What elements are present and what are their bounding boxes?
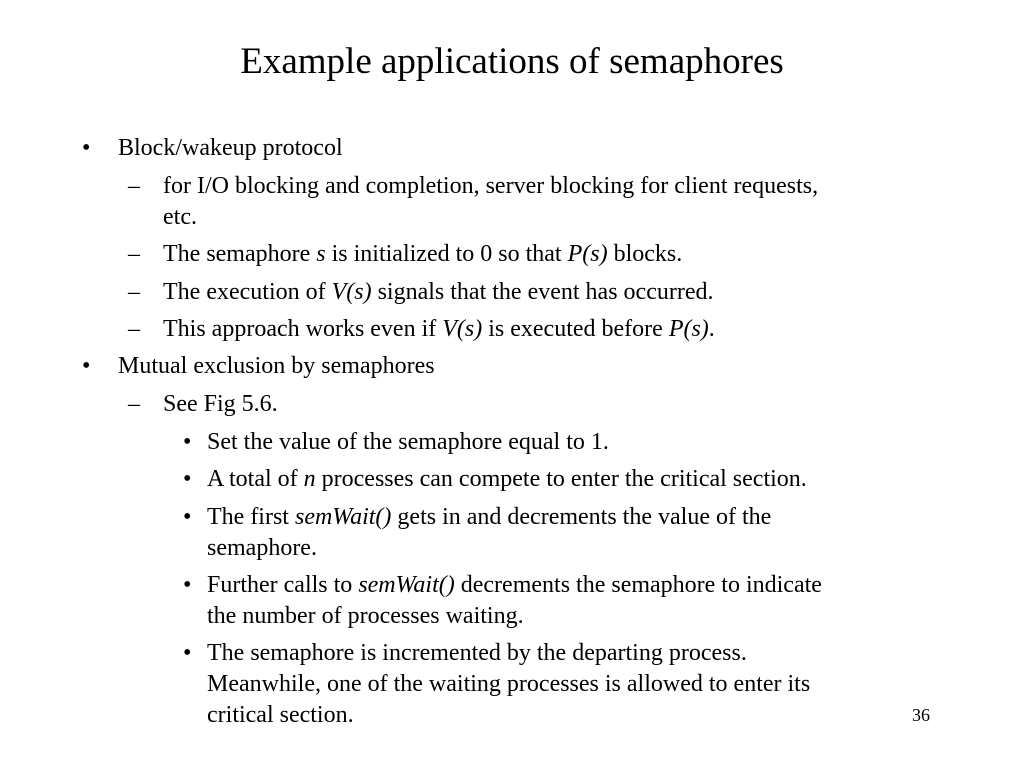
point-text-cont: semaphore. bbox=[207, 535, 317, 561]
slide-title: Example applications of semaphores bbox=[240, 41, 784, 82]
op-p: P(s) bbox=[567, 241, 608, 267]
page-number: 36 bbox=[912, 705, 930, 725]
point-text-cont: critical section. bbox=[207, 702, 354, 728]
subitem-text: This approach works even if V(s) is executed before P(s). bbox=[163, 316, 715, 342]
subitem-text: See Fig 5.6. bbox=[163, 391, 278, 417]
bullet-text: Block/wakeup protocol bbox=[118, 135, 343, 161]
bullet-marker: • bbox=[183, 466, 192, 492]
point-text: Set the value of the semaphore equal to 1. bbox=[207, 429, 609, 455]
dash-marker: – bbox=[128, 241, 140, 267]
point-text: Further calls to semWait() decrements the semaphore to indicate bbox=[207, 572, 822, 598]
subitem-text: The semaphore s is initialized to 0 so that P(s) blocks. bbox=[163, 241, 683, 267]
op-v: V(s) bbox=[442, 316, 483, 342]
dash-marker: – bbox=[128, 391, 140, 417]
point-text: The semaphore is incremented by the departing process. bbox=[207, 640, 747, 666]
dash-marker: – bbox=[128, 173, 140, 199]
bullet-marker: • bbox=[82, 135, 91, 161]
bullet-marker: • bbox=[183, 504, 192, 530]
fn-semwait: semWait() bbox=[358, 572, 455, 598]
var-n: n bbox=[303, 466, 316, 492]
subitem-text-cont: etc. bbox=[163, 204, 197, 230]
bullet-marker: • bbox=[82, 353, 91, 379]
op-v: V(s) bbox=[331, 279, 372, 305]
bullet-text: Mutual exclusion by semaphores bbox=[118, 353, 435, 379]
bullet-marker: • bbox=[183, 572, 192, 598]
fn-semwait: semWait() bbox=[294, 504, 392, 530]
bullet-marker: • bbox=[183, 429, 192, 455]
var-s: s bbox=[316, 241, 326, 267]
dash-marker: – bbox=[128, 316, 140, 342]
point-text-cont: the number of processes waiting. bbox=[207, 603, 524, 629]
subitem-text: The execution of V(s) signals that the event has occurred. bbox=[163, 279, 714, 305]
bullet-marker: • bbox=[183, 640, 192, 666]
op-p: P(s) bbox=[668, 316, 709, 342]
point-text-cont: Meanwhile, one of the waiting processes is allowed to enter its bbox=[207, 671, 811, 697]
point-text: A total of n processes can compete to enter the critical section. bbox=[207, 466, 807, 492]
dash-marker: – bbox=[128, 279, 140, 305]
subitem-text: for I/O blocking and completion, server blocking for client requests, bbox=[163, 173, 819, 199]
point-text: The first semWait() gets in and decrements the value of the bbox=[207, 504, 772, 530]
